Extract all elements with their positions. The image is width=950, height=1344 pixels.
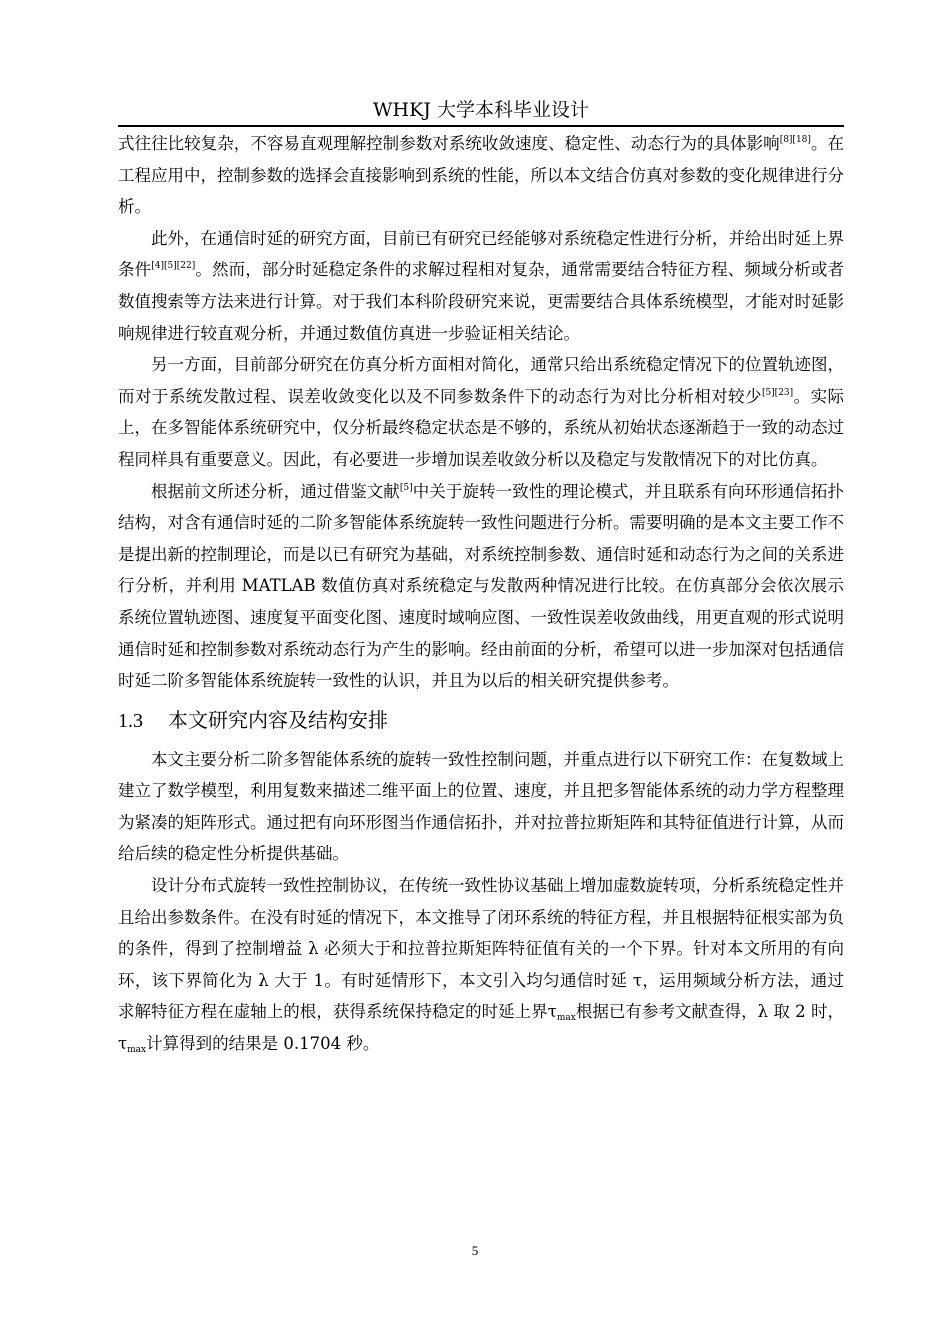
paragraph-text: 。然而，部分时延稳定条件的求解过程相对复杂，通常需要结合特征方程、频域分析或者数值搜索等方法来进行计算。对于我们本科阶段研究来说，更需要结合具体系统模型，才能对时延影响规律进行较直观分析，并通过数值仿真进一步验证相关结论。: [118, 260, 845, 343]
citation: [5][23]: [761, 387, 794, 398]
paragraph-3: [118, 349, 844, 475]
paragraph-1: [118, 128, 844, 223]
section-title: 本文研究内容及结构安排: [168, 707, 388, 732]
body-text: [118, 128, 844, 1060]
paragraph-text: 式往往比较复杂，不容易直观理解控制参数对系统收敛速度、稳定性、动态行为的具体影响: [118, 134, 780, 153]
subscript: max: [556, 1013, 576, 1024]
section-paragraph-1: 本文主要分析二阶多智能体系统的旋转一致性控制问题，并重点进行以下研究工作：在复数域上建立了数学模型，利用复数来描述二维平面上的位置、速度，并且把多智能体系统的动力学方程整理为紧凑的矩阵形式。通过把有向环形图当作通信拓扑，并对拉普拉斯矩阵和其特征值进行计算，从而给后续的稳定性分析提供基础。: [118, 749, 844, 864]
paragraph-text: 。实际上，在多智能体系统研究中，仅分析最终稳定状态是不够的，系统从初始状态逐渐趋于一致的动态过程同样具有重要意义。因此，有必要进一步增加误差收敛分析以及稳定与发散情况下的对比仿真。: [118, 386, 845, 469]
paragraph-text: 此外，在通信时延的研究方面，目前已有研究已经能够对系统稳定性进行分析，并给出时延上界条件: [118, 228, 844, 280]
paragraph-text: 根据前文所述分析，通过借鉴文献: [151, 481, 400, 501]
citation: [5]: [399, 482, 413, 493]
citation: [4][5][22]: [151, 261, 196, 272]
page-number: 5: [471, 1243, 479, 1258]
paragraph-text: 另一方面，目前部分研究在仿真分析方面相对简化，通常只给出系统稳定情况下的位置轨迹图，而对于系统发散过程、误差收敛变化以及不同参数条件下的动态行为对比分析相对较少: [118, 355, 844, 406]
paragraph-text: 中关于旋转一致性的理论模式，并且联系有向环形通信拓扑结构，对含有通信时延的二阶多智能体系统旋转一致性问题进行分析。需要明确的是本文主要工作不是提出新的控制理论，而是以已有研究为基础，对系统控制参数、通信时延和动态行为之间的关系进行分析，并利用 MATLAB 数值仿真对系统稳定与发散两种情况进行比较。在仿真部分会依次展示系统位置轨迹图、速度复平面变化图、速度时域响应图、一致性误差收敛曲线，用更直观的形式说明通信时延和控制参数对系统动态行为产生的影响。经由前面的分析，希望可以进一步加深对包括通信时延二阶多智能体系统旋转一致性的认识，并且为以后的相关研究提供参考。: [118, 481, 845, 691]
page-header: WHKJ 大学本科毕业设计: [373, 99, 589, 121]
header-divider: [118, 125, 844, 127]
citation: [8][18]: [779, 135, 811, 145]
paragraph-text: 。在工程应用中，控制参数的选择会直接影响到系统的性能，所以本文结合仿真对参数的变化规律进行分析。: [118, 134, 845, 217]
paragraph-text: 计算得到的结果是 0.1704 秒。: [146, 1034, 380, 1054]
paragraph-text: 根据已有参考文献查得，λ 取 2 时，τ: [118, 1002, 844, 1054]
paragraph-2: [118, 223, 844, 349]
section-heading: [118, 703, 844, 738]
paragraph-text: 设计分布式旋转一致性控制协议，在传统一致性协议基础上增加虚数旋转项，分析系统稳定性并且给出参数条件。在没有时延的情况下，本文推导了闭环系统的特征方程，并且根据特征根实部为负的条件，得到了控制增益 λ 必须大于和拉普拉斯矩阵特征值有关的一个下界。针对本文所用的有向环，该下界简化为 λ 大于 1。有时延情形下，本文引入均匀通信时延 τ，运用频域分析方法，通过求解特征方程在虚轴上的根，获得系统保持稳定的时延上界τ: [118, 876, 844, 1022]
section-paragraph-2: [118, 870, 844, 1060]
paragraph-4: [118, 476, 844, 697]
subscript: max: [127, 1045, 147, 1056]
section-number: 1.3: [118, 709, 143, 732]
